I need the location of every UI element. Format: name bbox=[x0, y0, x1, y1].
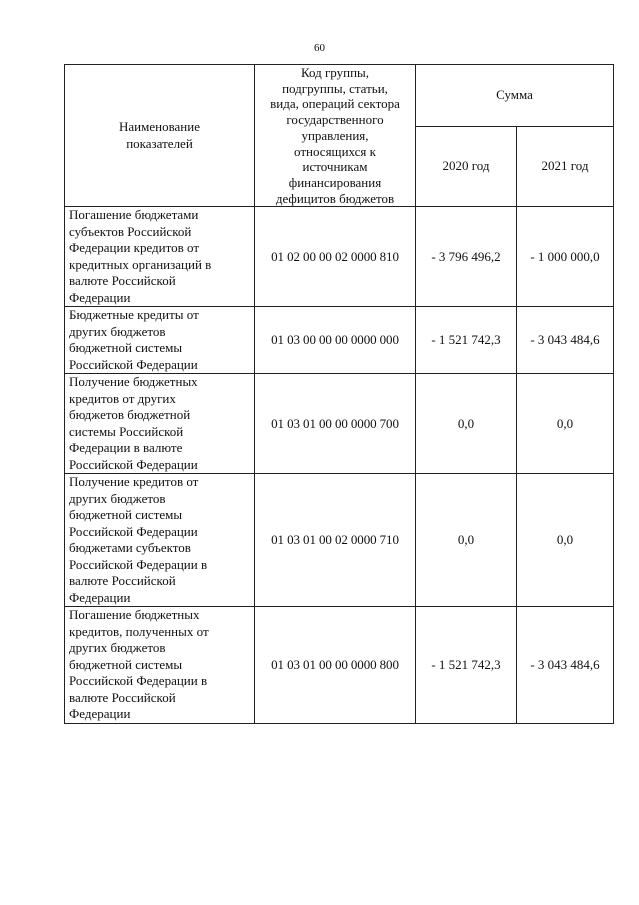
row-name bbox=[65, 607, 255, 724]
header-year-2021: 2021 год bbox=[517, 127, 614, 207]
row-code: 01 03 01 00 00 0000 800 bbox=[255, 607, 416, 724]
row-name-line: Федерации bbox=[69, 706, 131, 722]
row-name bbox=[65, 374, 255, 474]
header-name-line: показателей bbox=[126, 135, 193, 151]
header-code-line: дефицитов бюджетов bbox=[275, 190, 395, 206]
header-code bbox=[255, 65, 416, 207]
row-name-line: других бюджетов bbox=[69, 490, 166, 506]
row-name-line: бюджетной системы bbox=[69, 340, 183, 356]
row-name-line: бюджетов бюджетной bbox=[69, 407, 191, 423]
row-value-2021: - 3 043 484,6 bbox=[517, 607, 614, 724]
row-name-line: Российской Федерации bbox=[69, 523, 198, 539]
row-value-2021: - 1 000 000,0 bbox=[517, 207, 614, 307]
row-name-line: валюте Российской bbox=[69, 689, 176, 705]
header-code-line: финансирования bbox=[288, 174, 382, 190]
table-row bbox=[65, 374, 614, 474]
row-name-line: бюджетами субъектов bbox=[69, 540, 191, 556]
row-value-2021: 0,0 bbox=[517, 474, 614, 607]
table-row bbox=[65, 474, 614, 607]
row-name-line: субъектов Российской bbox=[69, 223, 192, 239]
header-code-line: управления, bbox=[301, 127, 369, 143]
row-name-line: Федерации bbox=[69, 589, 131, 605]
header-name-line: Наименование bbox=[119, 119, 200, 135]
row-name-line: Погашение бюджетами bbox=[69, 207, 199, 223]
row-value-2020: - 1 521 742,3 bbox=[416, 607, 517, 724]
row-name-line: других бюджетов bbox=[69, 640, 166, 656]
row-name bbox=[65, 207, 255, 307]
page-number: 60 bbox=[314, 42, 325, 54]
row-value-2020: 0,0 bbox=[416, 374, 517, 474]
row-name-line: Российской Федерации в bbox=[69, 673, 208, 689]
header-code-line: подгруппы, статьи, bbox=[282, 80, 388, 96]
row-name bbox=[65, 474, 255, 607]
row-value-2021: - 3 043 484,6 bbox=[517, 307, 614, 374]
budget-sources-table bbox=[64, 64, 614, 724]
row-name-line: бюджетной системы bbox=[69, 656, 183, 672]
row-name-line: валюте Российской bbox=[69, 273, 176, 289]
row-code: 01 03 01 00 02 0000 710 bbox=[255, 474, 416, 607]
row-name-line: других бюджетов bbox=[69, 323, 166, 339]
header-name bbox=[65, 65, 255, 207]
row-value-2021: 0,0 bbox=[517, 374, 614, 474]
row-name-line: кредитов от других bbox=[69, 390, 176, 406]
header-year-2020: 2020 год bbox=[416, 127, 517, 207]
row-code: 01 03 00 00 00 0000 000 bbox=[255, 307, 416, 374]
row-name-line: Российской Федерации в bbox=[69, 556, 208, 572]
row-name-line: Федерации кредитов от bbox=[69, 240, 200, 256]
row-code: 01 03 01 00 00 0000 700 bbox=[255, 374, 416, 474]
row-name-line: Бюджетные кредиты от bbox=[69, 307, 199, 323]
table-row bbox=[65, 207, 614, 307]
header-code-line: Код группы, bbox=[300, 65, 370, 80]
row-code: 01 02 00 00 02 0000 810 bbox=[255, 207, 416, 307]
row-name-line: Российской Федерации bbox=[69, 456, 198, 472]
header-sum: Сумма bbox=[416, 65, 614, 127]
header-code-line: относящихся к bbox=[294, 143, 376, 159]
header-code-line: государственного bbox=[286, 112, 384, 128]
row-value-2020: 0,0 bbox=[416, 474, 517, 607]
row-name-line: системы Российской bbox=[69, 423, 184, 439]
header-code-line: источникам bbox=[302, 159, 368, 175]
row-name-line: кредитных организаций в bbox=[69, 256, 212, 272]
row-name-line: валюте Российской bbox=[69, 573, 176, 589]
row-value-2020: - 1 521 742,3 bbox=[416, 307, 517, 374]
header-code-line: вида, операций сектора bbox=[270, 96, 400, 112]
row-value-2020: - 3 796 496,2 bbox=[416, 207, 517, 307]
row-name-line: бюджетной системы bbox=[69, 507, 183, 523]
row-name-line: Получение бюджетных bbox=[69, 374, 198, 390]
row-name-line: Получение кредитов от bbox=[69, 474, 199, 490]
row-name-line: Федерации bbox=[69, 289, 131, 305]
row-name-line: кредитов, полученных от bbox=[69, 623, 209, 639]
row-name-line: Российской Федерации bbox=[69, 356, 198, 372]
table-row bbox=[65, 307, 614, 374]
row-name-line: Федерации в валюте bbox=[69, 440, 183, 456]
row-name bbox=[65, 307, 255, 374]
table-row bbox=[65, 607, 614, 724]
row-name-line: Погашение бюджетных bbox=[69, 607, 200, 623]
